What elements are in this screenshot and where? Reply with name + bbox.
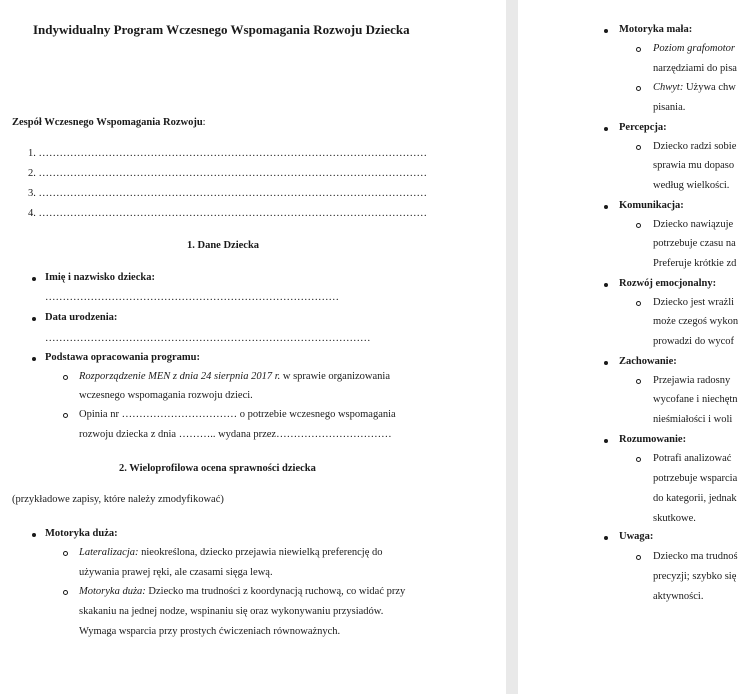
circle-bullet-icon — [63, 551, 68, 556]
circle-bullet-icon — [636, 301, 641, 306]
gross-motor-text: Dziecko ma trudności z koordynacją ruchową, co widać przy — [145, 586, 406, 597]
bullet-icon — [604, 205, 608, 209]
emotional-label: Rozwój emocjonalny: — [619, 278, 717, 289]
team-label: Zespół Wczesnego Wspomagania Rozwoju — [12, 117, 203, 128]
circle-bullet-icon — [636, 223, 641, 228]
behavior-label: Zachowanie: — [619, 356, 677, 367]
section2-heading: 2. Wieloprofilowa ocena sprawności dziecka — [119, 463, 316, 474]
gross-motor-item — [79, 585, 405, 599]
document-page-2 — [518, 0, 741, 694]
circle-bullet-icon — [636, 555, 641, 560]
bullet-icon — [32, 533, 36, 537]
attention-line: precyzji; szybko się — [653, 571, 737, 582]
reasoning-line: Potrafi analizować — [653, 453, 732, 464]
circle-bullet-icon — [636, 47, 641, 52]
basis-item-2-line2: rozwoju dziecka z dnia ……….. wydana przez…………………………… — [79, 429, 392, 440]
document-title: Indywidualny Program Wczesnego Wspomagania Rozwoju Dziecka — [33, 22, 410, 37]
team-colon: : — [202, 117, 206, 128]
bullet-icon — [32, 277, 36, 281]
perception-label: Percepcja: — [619, 122, 667, 133]
circle-bullet-icon — [63, 413, 68, 418]
team-member-line: 3. ………………………………………………………………………………………………… — [28, 188, 427, 199]
basis-item-1 — [79, 370, 390, 384]
communication-label: Komunikacja: — [619, 200, 684, 211]
circle-bullet-icon — [636, 379, 641, 384]
emotional-line: Dziecko jest wrażli — [653, 297, 735, 308]
perception-line: Dziecko radzi sobie — [653, 141, 737, 152]
gross-motor-line2: skakaniu na jednej nodze, wspinaniu się oraz wykonywaniu przysiadów. — [79, 606, 384, 617]
gross-motor-term: Motoryka duża: — [79, 586, 146, 597]
circle-bullet-icon — [636, 457, 641, 462]
laterality-text: nieokreślona, dziecko przejawia niewielką preferencję do — [138, 547, 383, 558]
dob-fill-line: ………………………………………………………………………………… — [45, 333, 371, 344]
team-member-line: 1. ………………………………………………………………………………………………… — [28, 148, 427, 159]
attention-line: aktywności. — [653, 591, 704, 602]
circle-bullet-icon — [636, 86, 641, 91]
laterality-item — [79, 546, 383, 560]
behavior-line: nieśmiałości i woli — [653, 414, 733, 425]
bullet-icon — [32, 317, 36, 321]
gross-motor-label: Motoryka duża: — [45, 528, 118, 539]
laterality-line2: używania prawej ręki, ale czasami sięga lewą. — [79, 567, 273, 578]
laterality-term: Lateralizacja: — [79, 547, 139, 558]
bullet-icon — [604, 127, 608, 131]
communication-line: Preferuje krótkie zd — [653, 258, 737, 269]
circle-bullet-icon — [63, 590, 68, 595]
section1-heading: 1. Dane Dziecka — [187, 240, 260, 251]
reasoning-label: Rozumowanie: — [619, 434, 687, 445]
name-fill-line: ………………………………………………………………………… — [45, 292, 339, 303]
bullet-icon — [604, 283, 608, 287]
regulation-title: Rozporządzenie MEN z dnia 24 sierpnia 2017 r. — [79, 371, 281, 382]
bullet-icon — [604, 536, 608, 540]
grip-term: Chwyt: — [653, 82, 684, 93]
fine-motor-label: Motoryka mała: — [619, 24, 693, 35]
basis-item-1-line2: wczesnego wspomagania rozwoju dzieci. — [79, 390, 253, 401]
reasoning-line: skutkowe. — [653, 513, 696, 524]
bullet-icon — [604, 29, 608, 33]
name-label: Imię i nazwisko dziecka: — [45, 272, 155, 283]
gross-motor-line3: Wymaga wsparcia przy prostych ćwiczeniach równoważnych. — [79, 626, 341, 637]
bullet-icon — [32, 357, 36, 361]
circle-bullet-icon — [636, 145, 641, 150]
basis-label: Podstawa opracowania programu: — [45, 352, 200, 363]
attention-label: Uwaga: — [619, 531, 654, 542]
bullet-icon — [604, 439, 608, 443]
fine-motor-item-1-line2: narzędziami do pisa — [653, 63, 737, 74]
grip-text: Używa chw — [683, 82, 736, 93]
team-member-line: 4. ………………………………………………………………………………………………… — [28, 208, 427, 219]
perception-line: sprawia mu dopaso — [653, 160, 735, 171]
behavior-line: wycofane i niechętn — [653, 394, 738, 405]
team-heading — [12, 116, 206, 130]
fine-motor-item-2 — [653, 81, 736, 95]
communication-line: potrzebuje czasu na — [653, 238, 736, 249]
team-member-line: 2. ………………………………………………………………………………………………… — [28, 168, 427, 179]
emotional-line: prowadzi do wycof — [653, 336, 735, 347]
basis-item-2: Opinia nr …………………………… o potrzebie wczesnego wspomagania — [79, 409, 396, 420]
attention-line: Dziecko ma trudnoś — [653, 551, 738, 562]
fine-motor-item-2-line2: pisania. — [653, 102, 686, 113]
dob-label: Data urodzenia: — [45, 312, 118, 323]
bullet-icon — [604, 361, 608, 365]
behavior-line: Przejawia radosny — [653, 375, 731, 386]
instruction-note: (przykładowe zapisy, które należy zmodyfikować) — [12, 494, 224, 505]
communication-line: Dziecko nawiązuje — [653, 219, 734, 230]
regulation-rest: w sprawie organizowania — [280, 371, 390, 382]
perception-line: według wielkości. — [653, 180, 730, 191]
fine-motor-item-1: Poziom grafomotor — [653, 43, 735, 54]
reasoning-line: potrzebuje wsparcia — [653, 473, 738, 484]
emotional-line: może czegoś wykon — [653, 316, 739, 327]
reasoning-line: do kategorii, jednak — [653, 493, 737, 504]
circle-bullet-icon — [63, 375, 68, 380]
